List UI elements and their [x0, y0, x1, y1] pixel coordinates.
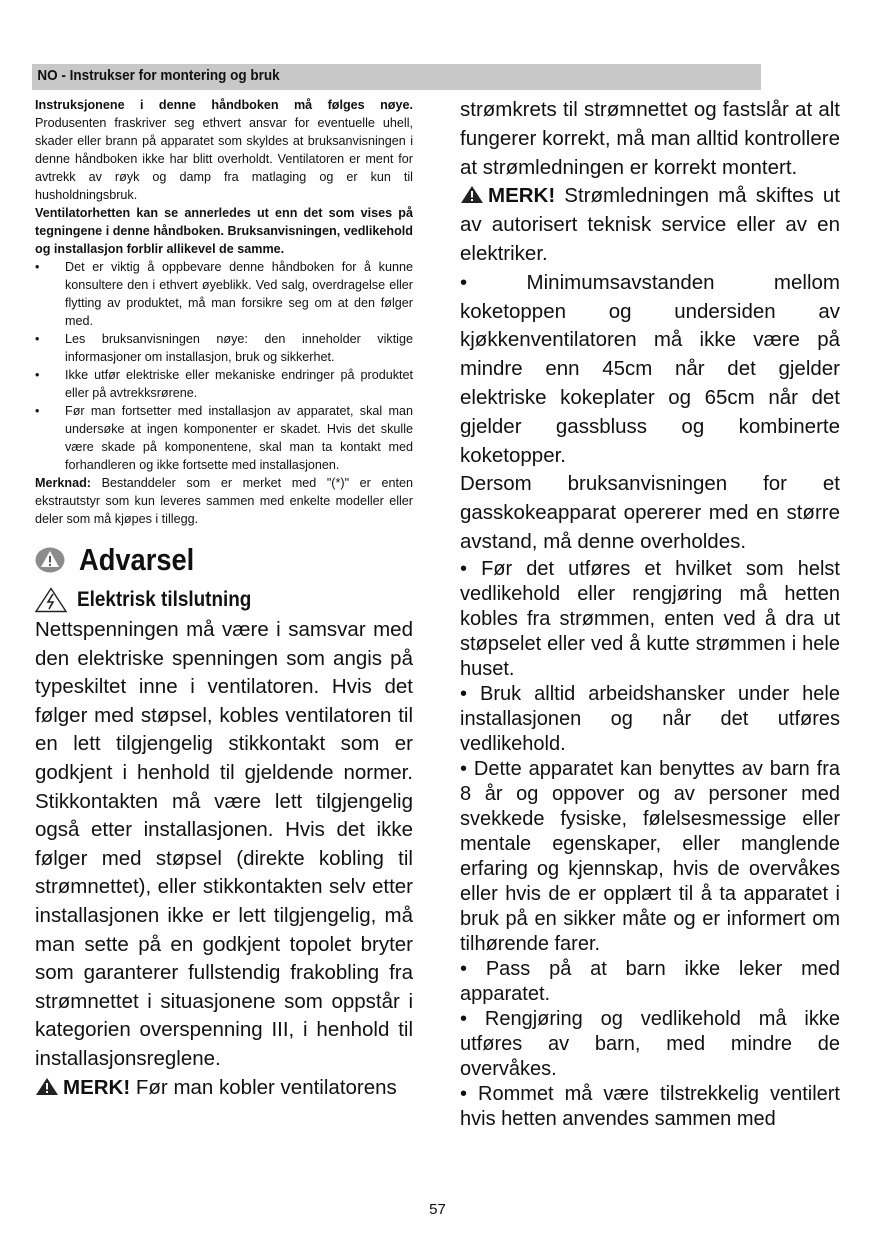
merk-cable-note [460, 182, 840, 268]
bullet-icon: • [35, 404, 40, 418]
intro-paragraph [35, 96, 413, 204]
electric-warning-icon [35, 587, 67, 613]
electrical-title: Elektrisk tilslutning [77, 588, 252, 611]
note-text: Bestanddeler som er merket med "(*)" er enten ekstrautstyr som kun leveres sammen med enkelte modeller eller deler som må kjøpes i tillegg. [35, 476, 413, 526]
warning-circle-icon [35, 547, 65, 573]
list-item: • Bruk alltid arbeidshansker under hele installasjonen og når det utføres vedlikehold. [460, 682, 840, 755]
list-item: • Rommet må være tilstrekkelig ventilert hvis hetten anvendes sammen med [460, 1082, 840, 1130]
warning-heading [35, 538, 413, 582]
list-item: • Før man fortsetter med installasjon av apparatet, skal man undersøke at ingen komponenter er skadet. Hvis det skulle være skade på komponentene, skal man ta kontakt med forhandleren og ikke fortsette med installasjonen. [35, 404, 413, 472]
bullet-icon: • [35, 368, 40, 382]
list-item: • Pass på at barn ikke leker med apparatet. [460, 957, 840, 1005]
distance-paragraph: • Minimumsavstanden mellom koketoppen og undersiden av kjøkkenventilatoren må ikke være på mindre enn 45cm når det gjelder elektriske kokeplater og 65cm når det gjelder gassbluss og kombinerte koketopper. [460, 270, 840, 467]
page-number: 57 [429, 1201, 446, 1218]
intro-text: Produsenten fraskriver seg ethvert ansvar for eventuelle uhell, skader eller brann på apparatet som skyldes at bruksanvisningen i denne håndboken ikke har blitt overholdt. Ventilatoren er ment for avtrekk av røyk og damp fra matlaging og er kun til husholdningsbruk. [35, 116, 413, 202]
list-item: • Det er viktig å oppbevare denne håndboken for å kunne konsultere den i ethvert øyeblikk. Ved salg, overdragelse eller flytting av produktet, må man forsikre seg om at den følger med. [35, 260, 413, 328]
bullet-icon: • [35, 260, 40, 274]
list-item: • Dette apparatet kan benyttes av barn fra 8 år og oppover og av personer med svekkede fysiske, følelsesmessige eller mentale egenskaper, eller manglende erfaring og kjennskap, hvis de overvåkes eller hvis de er opplært til å ta apparatet i bruk på en sikker måte og er informert om tilhørende farer. [460, 757, 840, 955]
list-item: • Ikke utfør elektriske eller mekaniske endringer på produktet eller på avtrekksrørene. [35, 368, 413, 400]
merk-note [35, 1074, 413, 1103]
list-item: • Før det utføres et hvilket som helst vedlikehold eller rengjøring må hetten kobles fra strømmen, enten ved å dra ut støpselet eller ved å kutte strømmen i hele huset. [460, 557, 840, 680]
merk-label: MERK! [63, 1075, 131, 1099]
list-item: • Rengjøring og vedlikehold må ikke utføres av barn, med mindre de overvåkes. [460, 1007, 840, 1080]
design-note: Ventilatorhetten kan se annerledes ut enn det som vises på tegningene i denne håndboken. Bruksanvisningen, vedlikehold og installasjon forblir allikevel de samme. [35, 206, 413, 256]
electrical-heading [35, 584, 413, 616]
merk-text: Før man kobler ventilatorens [135, 1075, 397, 1099]
warning-triangle-icon [460, 185, 484, 204]
continuation-paragraph: strømkrets til strømnettet og fastslår at alt fungerer korrekt, må man alltid kontrollere at strømledningen er korrekt montert. [460, 98, 840, 179]
note-label: Merknad: [35, 476, 91, 490]
left-column [35, 96, 413, 1102]
list-item: • Les bruksanvisningen nøye: den inneholder viktige informasjoner om installasjon, bruk og sikkerhet. [35, 332, 413, 364]
bullet-icon: • [35, 332, 40, 346]
section-header-title: NO - Instrukser for montering og bruk [37, 67, 280, 84]
section-header [32, 64, 761, 90]
intro-bold-sentence: Instruksjonene i denne håndboken må følges nøye. [35, 98, 413, 112]
intro-bullet-list [35, 258, 413, 474]
note-paragraph [35, 474, 413, 528]
gas-paragraph: Dersom bruksanvisningen for et gasskokeapparat opererer med en større avstand, må denne overholdes. [460, 472, 840, 553]
warning-title: Advarsel [79, 542, 195, 577]
warning-triangle-icon [35, 1077, 59, 1096]
right-column [460, 96, 840, 1132]
merk-text: Strømledningen må skiftes ut av autorisert teknisk service eller av en elektriker. [460, 184, 840, 265]
electrical-paragraph: Nettspenningen må være i samsvar med den elektriske spenningen som angis på typeskiltet inne i ventilatoren. Hvis det følger med støpsel, kobles ventilatoren til en lett tilgjengelig stikkontakt som er godkjent i henhold til gjeldende normer. Stikkontakten må være lett tilgjengelig også etter installasjonen. Hvis det ikke følger med støpsel (direkte kobling til strømnettet), eller stikkontakten selv etter installasjonen ikke er lett tilgjengelig, må man sette på en godkjent topolet bryter som garanterer fullstendig frakobling fra strømnettet i situasjonene som oppstår i kategorien overspenning III, i henhold til installasjonsreglene. [35, 618, 413, 1070]
merk-label: MERK! [488, 184, 556, 208]
